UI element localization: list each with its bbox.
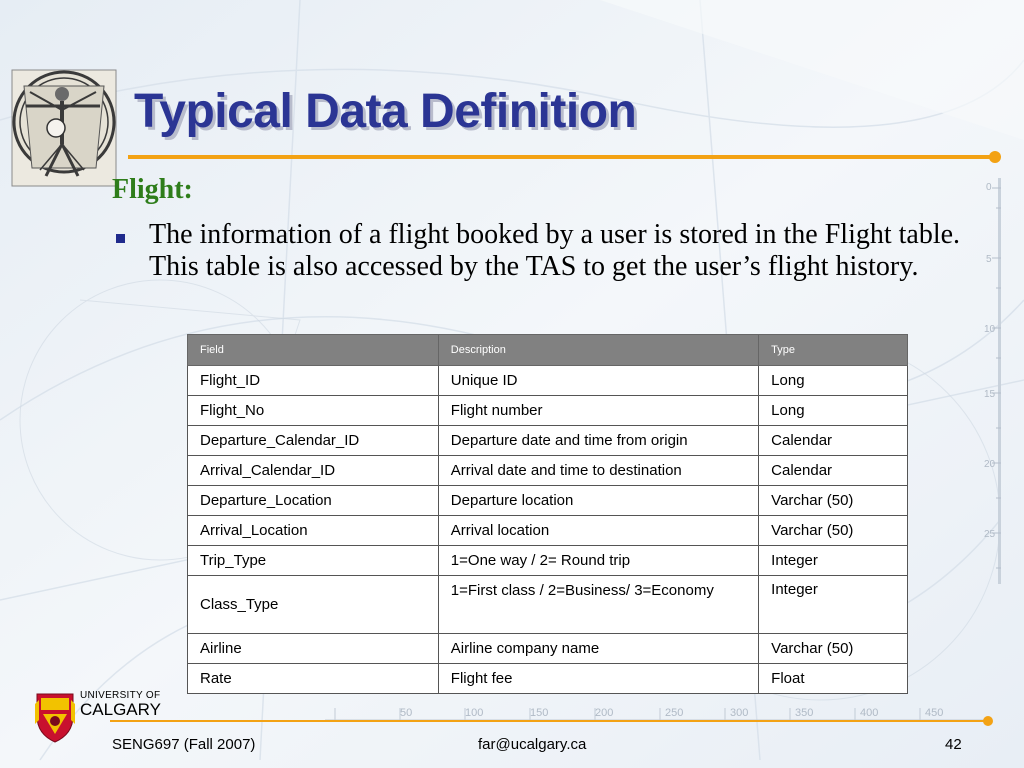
university-name-line2: CALGARY xyxy=(80,700,161,719)
column-header-description: Description xyxy=(438,335,758,366)
ruler-label: 100 xyxy=(465,707,484,719)
table-row xyxy=(188,546,908,576)
cell-type: Integer xyxy=(759,546,908,576)
column-header-field: Field xyxy=(188,335,439,366)
cell-type: Long xyxy=(759,366,908,396)
footer-rule-dot xyxy=(983,716,993,726)
vruler-label-4: 20 xyxy=(984,459,996,470)
cell-description: Airline company name xyxy=(438,634,758,664)
cell-field: Departure_Calendar_ID xyxy=(188,426,439,456)
footer-page-number: 42 xyxy=(945,736,962,753)
ruler-label: 150 xyxy=(530,707,549,719)
table-row xyxy=(188,456,908,486)
table-row xyxy=(188,664,908,694)
cell-description: Flight number xyxy=(438,396,758,426)
cell-type: Float xyxy=(759,664,908,694)
cell-field: Flight_ID xyxy=(188,366,439,396)
section-subheading: Flight: xyxy=(112,174,193,205)
bullet-text: The information of a flight booked by a user is stored in the Flight table. This table is also accessed by the TAS to get the user’s flight history. xyxy=(149,219,961,282)
cell-field: Trip_Type xyxy=(188,546,439,576)
cell-description: 1=One way / 2= Round trip xyxy=(438,546,758,576)
footer-rule xyxy=(110,720,988,722)
ruler-label: 300 xyxy=(730,707,749,719)
vertical-ruler xyxy=(984,178,1010,584)
cell-type: Integer xyxy=(759,576,908,634)
footer-course: SENG697 (Fall 2007) xyxy=(112,736,256,753)
cell-field: Rate xyxy=(188,664,439,694)
bullet-square-icon xyxy=(116,234,125,243)
title-underline xyxy=(128,155,994,159)
cell-description: 1=First class / 2=Business/ 3=Economy xyxy=(438,576,758,634)
university-crest-icon xyxy=(33,690,77,744)
cell-type: Varchar (50) xyxy=(759,486,908,516)
cell-field: Arrival_Calendar_ID xyxy=(188,456,439,486)
column-header-type: Type xyxy=(759,335,908,366)
table-row xyxy=(188,516,908,546)
cell-description: Arrival location xyxy=(438,516,758,546)
vruler-label-5: 25 xyxy=(984,529,996,540)
cell-type: Calendar xyxy=(759,426,908,456)
cell-field: Departure_Location xyxy=(188,486,439,516)
ruler-label: 400 xyxy=(860,707,879,719)
ruler-label: 50 xyxy=(400,707,413,719)
ruler-label: 350 xyxy=(795,707,814,719)
cell-description: Flight fee xyxy=(438,664,758,694)
cell-description: Departure location xyxy=(438,486,758,516)
cell-field: Arrival_Location xyxy=(188,516,439,546)
table-header-row xyxy=(188,335,908,366)
cell-description: Departure date and time from origin xyxy=(438,426,758,456)
cell-description: Unique ID xyxy=(438,366,758,396)
title-underline-dot xyxy=(989,151,1001,163)
vruler-label-0: 0 xyxy=(986,182,992,193)
cell-description: Arrival date and time to destination xyxy=(438,456,758,486)
ruler-label: 250 xyxy=(665,707,684,719)
footer-email: far@ucalgary.ca xyxy=(478,736,587,753)
cell-field: Class_Type xyxy=(188,576,439,634)
cell-type: Varchar (50) xyxy=(759,516,908,546)
ruler-label: 450 xyxy=(925,707,944,719)
table-row xyxy=(188,634,908,664)
vitruvian-man-logo xyxy=(4,58,126,188)
university-name-line1: UNIVERSITY OF xyxy=(80,690,161,701)
flight-table xyxy=(187,334,908,694)
table-row xyxy=(188,366,908,396)
table-row xyxy=(188,576,908,634)
cell-field: Airline xyxy=(188,634,439,664)
table-row xyxy=(188,396,908,426)
vruler-label-2: 10 xyxy=(984,324,996,335)
vruler-label-1: 5 xyxy=(986,254,992,265)
cell-field: Flight_No xyxy=(188,396,439,426)
cell-type: Long xyxy=(759,396,908,426)
vruler-label-3: 15 xyxy=(984,389,996,400)
ruler-label: 200 xyxy=(595,707,614,719)
table-row xyxy=(188,426,908,456)
slide-title: Typical Data Definition xyxy=(134,85,637,138)
cell-type: Calendar xyxy=(759,456,908,486)
cell-type: Varchar (50) xyxy=(759,634,908,664)
table-row xyxy=(188,486,908,516)
